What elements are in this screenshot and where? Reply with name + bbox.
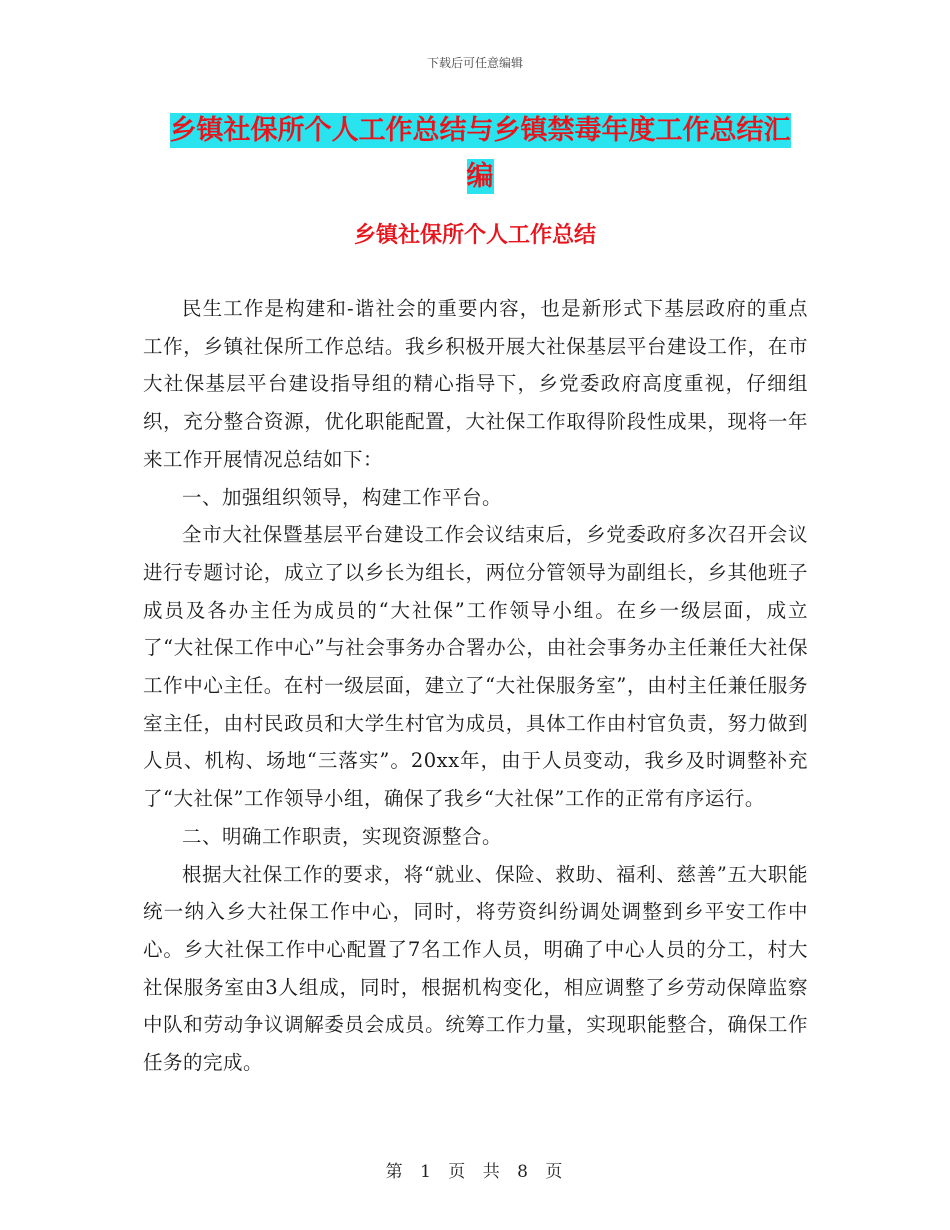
footer-mid-1: 页	[448, 1162, 468, 1182]
title-line-1: 乡镇社保所个人工作总结与乡镇禁毒年度工作总结汇	[169, 115, 791, 146]
current-page-number: 1	[420, 1162, 433, 1182]
section-title: 乡镇社保所个人工作总结	[353, 223, 596, 248]
footer-prefix: 第	[385, 1162, 405, 1182]
paragraph: 一、加强组织领导，构建工作平台。	[182, 485, 503, 509]
page-footer	[0, 1157, 950, 1182]
paragraph: 根据大社保工作的要求，将“就业、保险、救助、福利、慈善”五大职能统一纳入乡大社保工作中心，同时，将劳资纠纷调处调整到乡平安工作中心。乡大社保工作中心配置了7名工作人员，明确了中心人员的分工，村大社保服务室由3人组成，同时，根据机构变化，相应调整了乡劳动保障监察中队和劳动争议调解委员会成员。统筹工作力量，实现职能整合，确保工作任务的完成。	[143, 862, 808, 1075]
title-line-2: 编	[466, 161, 494, 192]
paragraph: 民生工作是构建和-谐社会的重要内容，也是新形式下基层政府的重点工作，乡镇社保所工作总结。我乡积极开展大社保基层平台建设工作，在市大社保基层平台建设指导组的精心指导下，乡党委政府高度重视，仔细组织，充分整合资源，优化职能配置，大社保工作取得阶段性成果，现将一年来工作开展情况总结如下：	[143, 297, 808, 471]
total-pages-number: 8	[517, 1162, 530, 1182]
paragraph: 全市大社保暨基层平台建设工作会议结束后，乡党委政府多次召开会议进行专题讨论，成立了以乡长为组长，两位分管领导为副组长，乡其他班子成员及各办主任为成员的“大社保”工作领导小组。在乡一级层面，成立了“大社保工作中心”与社会事务办合署办公，由社会事务办主任兼任大社保工作中心主任。在村一级层面，建立了“大社保服务室”，由村主任兼任服务室主任，由村民政员和大学生村官为成员，具体工作由村官负责，努力做到人员、机构、场地“三落实”。20xx年，由于人员变动，我乡及时调整补充了“大社保”工作领导小组，确保了我乡“大社保”工作的正常有序运行。	[143, 523, 808, 811]
footer-mid-2: 共	[482, 1162, 502, 1182]
header-note: 下载后可任意编辑	[426, 56, 523, 70]
document-title	[140, 108, 820, 200]
paragraph: 二、明确工作职责，实现资源整合。	[182, 824, 503, 848]
body-text	[143, 290, 808, 1082]
footer-suffix: 页	[545, 1162, 565, 1182]
